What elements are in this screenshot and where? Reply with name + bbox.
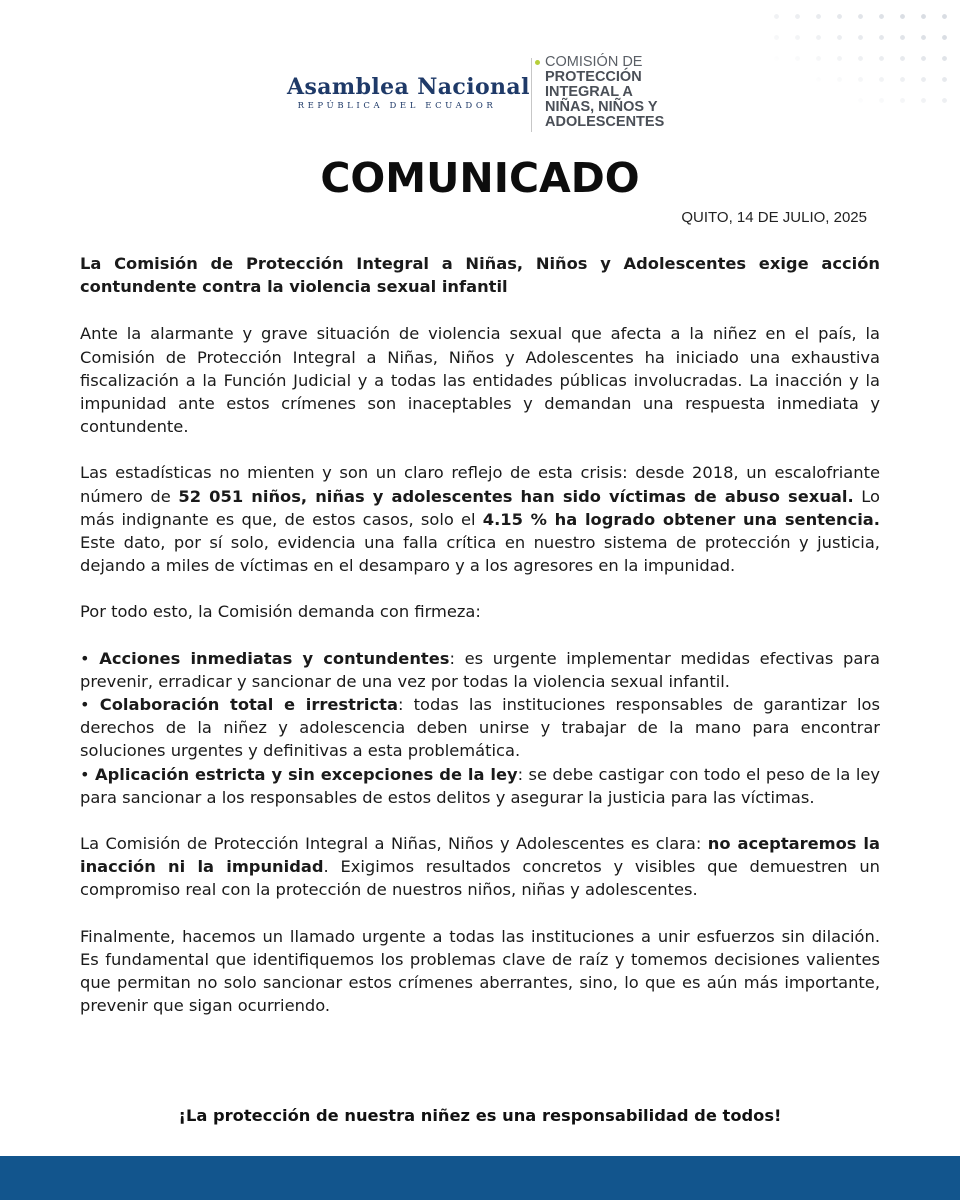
decorative-dot-pattern — [760, 0, 960, 110]
bullet-marker: • — [80, 648, 100, 668]
paragraph-4 — [80, 832, 880, 902]
asamblea-nacional-logo — [287, 74, 530, 112]
demands-list — [80, 647, 880, 809]
paragraph-2-text: Lo más indignante es que, de estos casos, solo el — [80, 486, 881, 529]
logo-divider — [531, 58, 532, 132]
paragraph-2-text: Las estadísticas no mienten y son un claro reflejo de esta crisis: desde 2018, un escalofriante número de — [80, 463, 880, 506]
paragraph-2 — [80, 461, 880, 577]
bullet-marker: • — [80, 695, 100, 715]
paragraph-2-bold: 52 051 niños, niñas y adolescentes han sido víctimas de abuso sexual. — [178, 486, 854, 506]
date-line: QUITO, 14 DE JULIO, 2025 — [681, 209, 867, 226]
comision-logo-line: PROTECCIÓN — [545, 69, 642, 85]
asamblea-logo-name: Asamblea Nacional — [287, 74, 530, 100]
paragraph-1: Ante la alarmante y grave situación de violencia sexual que afecta a la niñez en el país, la Comisión de Protección Integral a Niñas, Niños y Adolescentes ha iniciado una exhaustiva fiscalización a la Función Judicial y a todas las entidades públicas involucradas. La inacción y la impunidad ante estos crímenes son inaceptables y demandan una respuesta inmediata y contundente. — [80, 324, 880, 437]
paragraph-5: Finalmente, hacemos un llamado urgente a todas las instituciones a unir esfuerzos sin dilación. Es fundamental que identifiquemos los problemas clave de raíz y tomemos decisiones valientes que permitan no solo sancionar estos crímenes aberrantes, sino, lo que es aún más importante, prevenir que sigan ocurriendo. — [80, 926, 880, 1016]
document-body — [80, 252, 880, 1040]
paragraph-4-text: . Exigimos resultados concretos y visibles que demuestren un compromiso real con la protección de nuestros niños, niñas y adolescentes. — [80, 857, 880, 900]
logo-accent-dot — [535, 60, 540, 65]
list-item — [80, 763, 880, 809]
paragraph-2-text: Este dato, por sí solo, evidencia una falla crítica en nuestro sistema de protección y justicia, dejando a miles de víctimas en el desamparo y a los agresores en la impunidad. — [80, 533, 880, 576]
bullet-marker: • — [80, 764, 96, 784]
page-title: COMUNICADO — [320, 154, 640, 202]
comision-logo — [545, 55, 664, 130]
footer-bar — [0, 1156, 960, 1200]
bullet-title: Colaboración total e irrestricta — [99, 695, 398, 715]
document-heading: La Comisión de Protección Integral a Niñas, Niños y Adolescentes exige acción contundente contra la violencia sexual infantil — [80, 254, 880, 297]
paragraph-4-text: La Comisión de Protección Integral a Niñas, Niños y Adolescentes es clara: — [80, 834, 708, 854]
list-item — [80, 693, 880, 763]
paragraph-2-bold: 4.15 % ha logrado obtener una sentencia. — [482, 509, 880, 529]
closing-statement: ¡La protección de nuestra niñez es una responsabilidad de todos! — [178, 1106, 782, 1125]
comision-logo-line: COMISIÓN DE — [545, 54, 643, 70]
paragraph-3: Por todo esto, la Comisión demanda con firmeza: — [80, 602, 481, 622]
comision-logo-line: NIÑAS, NIÑOS Y — [545, 99, 658, 115]
list-item — [80, 647, 880, 693]
bullet-text: : todas las instituciones responsables de garantizar los derechos de la niñez y adolescencia deben unirse y trabajar de la mano para encontrar soluciones urgentes y definitivas a esta problemática. — [80, 695, 881, 761]
comision-logo-line: INTEGRAL A — [545, 84, 633, 100]
bullet-title: Aplicación estricta y sin excepciones de la ley — [95, 764, 518, 784]
paragraph-4-bold: no aceptaremos la inacción ni la impunidad — [80, 834, 880, 877]
asamblea-logo-subtitle: REPÚBLICA DEL ECUADOR — [297, 101, 497, 111]
comision-logo-line: ADOLESCENTES — [545, 114, 665, 130]
bullet-text: : es urgente implementar medidas efectivas para prevenir, erradicar y sancionar de una vez por todas la violencia sexual infantil. — [80, 648, 881, 691]
bullet-title: Acciones inmediatas y contundentes — [99, 648, 450, 668]
bullet-text: : se debe castigar con todo el peso de la ley para sancionar a los responsables de estos delitos y asegurar la justicia para las víctimas. — [80, 764, 880, 807]
